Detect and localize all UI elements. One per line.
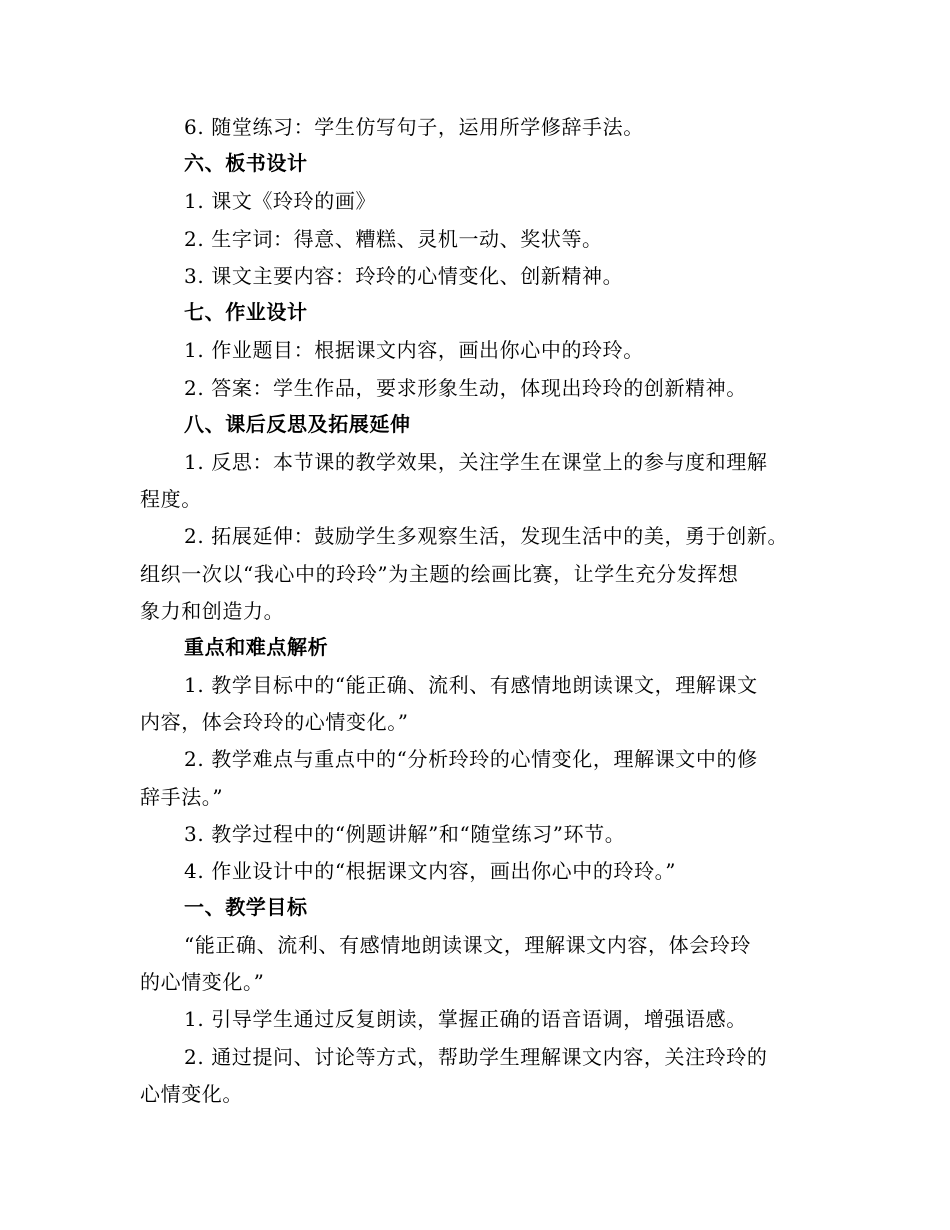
section-heading: 七、作业设计 — [184, 300, 308, 324]
paragraph-line: 心情变化。 — [140, 1082, 243, 1106]
paragraph-line: 辞手法。” — [140, 785, 224, 809]
paragraph-line: 2. 通过提问、讨论等方式，帮助学生理解课文内容，关注玲玲的 — [184, 1045, 768, 1069]
section-heading: 六、板书设计 — [184, 151, 308, 175]
paragraph-line: 3. 教学过程中的“例题讲解”和“随堂练习”环节。 — [184, 822, 626, 846]
paragraph-line: 1. 引导学生通过反复朗读，掌握正确的语音语调，增强语感。 — [184, 1007, 747, 1031]
paragraph-line: “能正确、流利、有感情地朗读课文，理解课文内容，体会玲玲 — [184, 933, 752, 957]
paragraph-line: 1. 课文《玲玲的画》 — [184, 189, 377, 213]
paragraph-line: 2. 答案：学生作品，要求形象生动，体现出玲玲的创新精神。 — [184, 376, 747, 400]
paragraph-line: 1. 反思：本节课的教学效果，关注学生在课堂上的参与度和理解 — [184, 450, 768, 474]
paragraph-line: 6. 随堂练习：学生仿写句子，运用所学修辞手法。 — [184, 115, 644, 139]
paragraph-line: 2. 拓展延伸：鼓励学生多观察生活，发现生活中的美，勇于创新。 — [184, 524, 789, 548]
paragraph-line: 4. 作业设计中的“根据课文内容，画出你心中的玲玲。” — [184, 859, 677, 883]
paragraph-line: 象力和创造力。 — [140, 599, 285, 623]
section-heading: 一、教学目标 — [184, 895, 308, 919]
paragraph-line: 3. 课文主要内容：玲玲的心情变化、创新精神。 — [184, 264, 624, 288]
paragraph-line: 程度。 — [140, 487, 202, 511]
paragraph-line: 的心情变化。” — [140, 970, 265, 994]
paragraph-line: 组织一次以“我心中的玲玲”为主题的绘画比赛，让学生充分发挥想 — [140, 562, 739, 586]
paragraph-line: 1. 作业题目：根据课文内容，画出你心中的玲玲。 — [184, 338, 644, 362]
paragraph-line: 1. 教学目标中的“能正确、流利、有感情地朗读课文，理解课文 — [184, 673, 758, 697]
section-heading: 重点和难点解析 — [184, 635, 329, 659]
section-heading: 八、课后反思及拓展延伸 — [184, 412, 411, 436]
paragraph-line: 内容，体会玲玲的心情变化。” — [140, 710, 409, 734]
paragraph-line: 2. 生字词：得意、糟糕、灵机一动、奖状等。 — [184, 227, 603, 251]
paragraph-line: 2. 教学难点与重点中的“分析玲玲的心情变化，理解课文中的修 — [184, 747, 758, 771]
